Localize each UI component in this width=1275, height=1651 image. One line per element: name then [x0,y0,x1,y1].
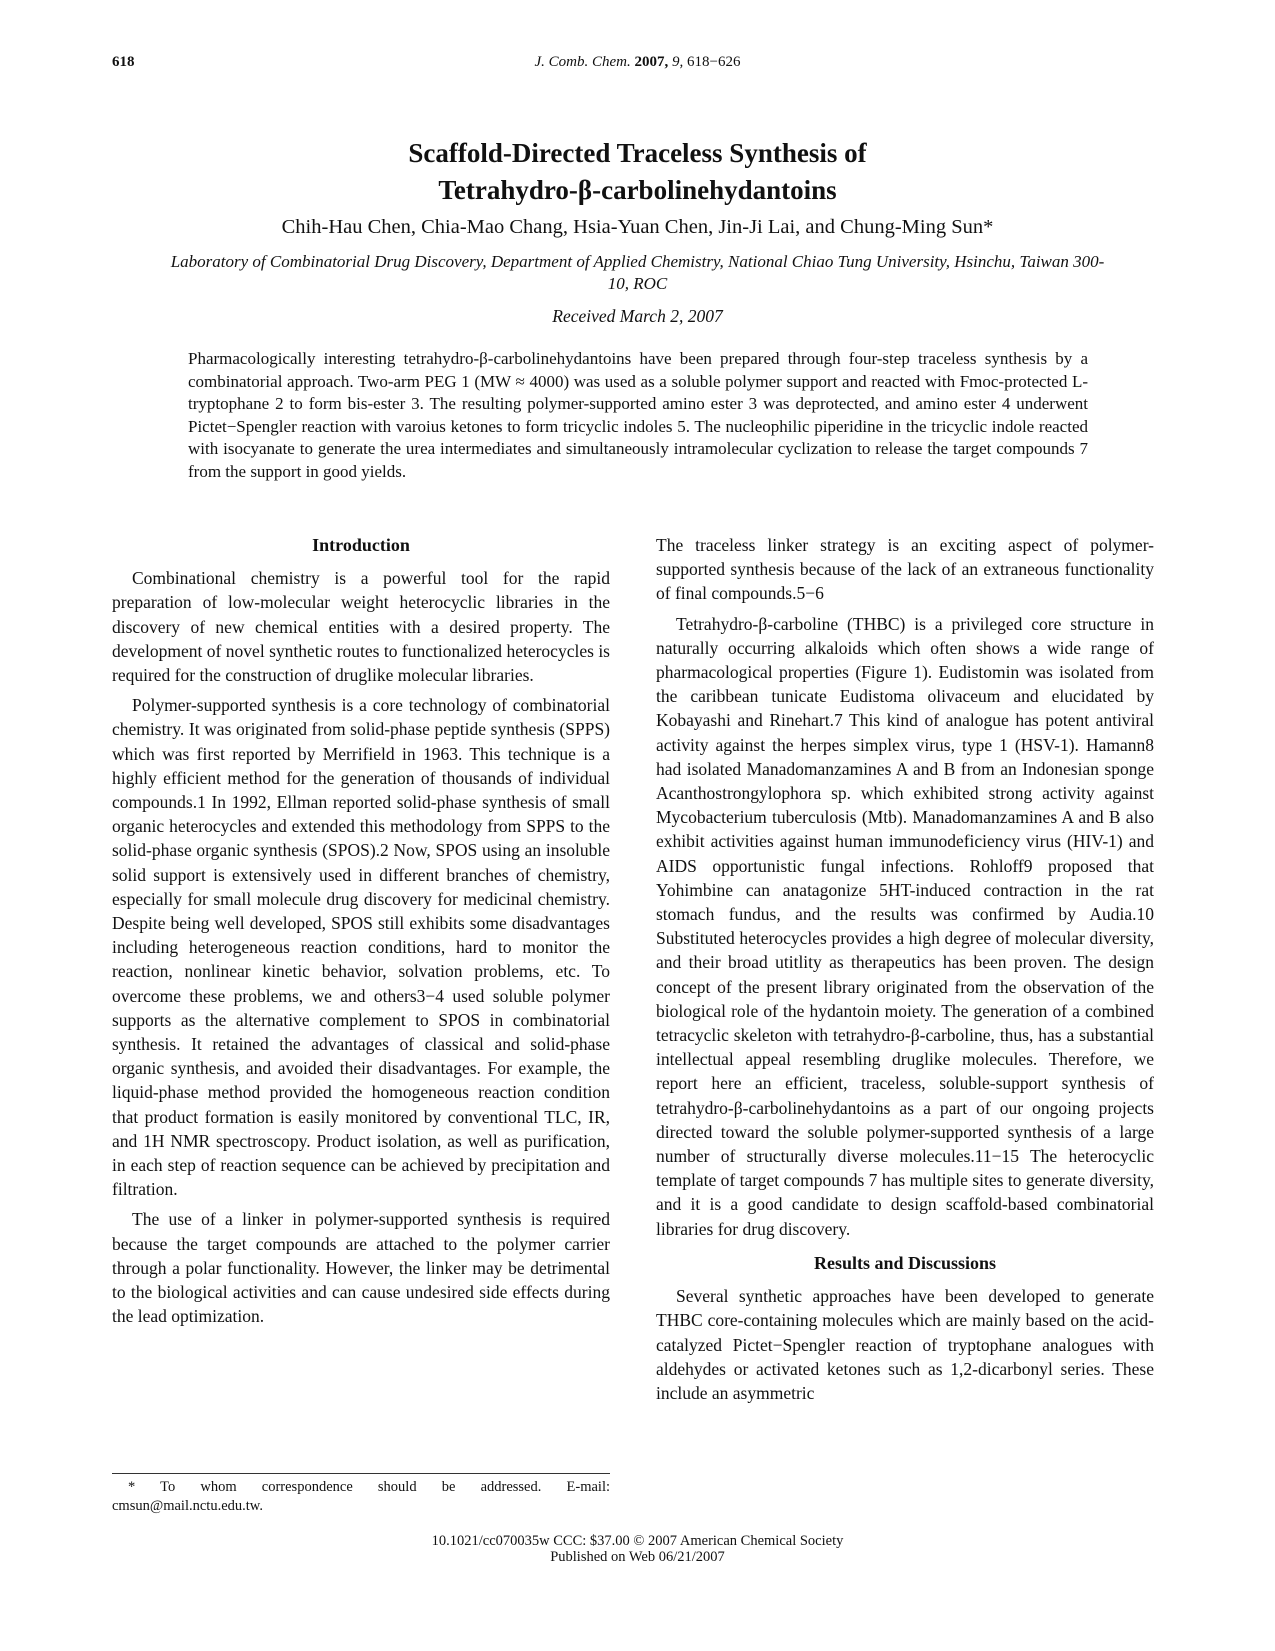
paragraph: Combinational chemistry is a powerful tool for the rapid preparation of low-molecular weight heterocyclic libraries in the discovery of new chemical entities with a desired property. The development of novel synthetic routes to functionalized heterocycles is required for the construction of druglike molecular libraries. [112,568,610,686]
received-date: Received March 2, 2007 [552,306,723,326]
page-footer [0,1533,1275,1565]
doi-copyright-line: 10.1021/cc070035w CCC: $37.00 © 2007 American Chemical Society [431,1533,844,1549]
paragraph: The traceless linker strategy is an exciting aspect of polymer-supported synthesis because of the lack of an extraneous functionality of final compounds.5−6 [656,535,1154,604]
journal-year: 2007, [634,54,669,70]
author-list: Chih-Hau Chen, Chia-Mao Chang, Hsia-Yuan Chen, Jin-Ji Lai, and Chung-Ming Sun* [281,216,994,238]
published-date: Published on Web 06/21/2007 [550,1549,725,1565]
page-number: 618 [112,54,135,70]
paragraph: Polymer-supported synthesis is a core technology of combinatorial chemistry. It was originated from solid-phase peptide synthesis (SPPS) which was first reported by Merrifield in 1963. This technique is a highly efficient method for the generation of thousands of individual compounds.1 In 1992, Ellman reported solid-phase synthesis of small organic heterocycles and extended this methodology from SPPS to the solid-phase organic synthesis (SPOS).2 Now, SPOS using an insoluble solid support is extensively used in different branches of chemistry, especially for small molecule drug discovery for medicinal chemistry. Despite being well developed, SPOS still exhibits some disadvantages including heterogeneous reaction conditions, hard to monitor the reaction, nonlinear kinetic behavior, solvation problems, etc. To overcome these problems, we and others3−4 used soluble polymer supports as the alternative complement to SPOS in combinatorial synthesis. It retained the advantages of classical and solid-phase organic synthesis, and avoided their disadvantages. For example, the liquid-phase method provided the homogeneous reaction condition that product formation is easily monitored by conventional TLC, IR, and 1H NMR spectroscopy. Product isolation, as well as purification, in each step of reaction sequence can be achieved by precipitation and filtration. [112,695,610,1200]
running-head [0,54,1275,71]
abstract: Pharmacologically interesting tetrahydro-β-carbolinehydantoins have been prepared through four-step traceless synthesis by a combinatorial approach. Two-arm PEG 1 (MW ≈ 4000) was used as a soluble polymer support and reacted with Fmoc-protected L-tryptophane 2 to form bis-ester 3. The resulting polymer-supported amino ester 3 was deprotected, and amino ester 4 underwent Pictet−Spengler reaction with varoius ketones to form tricyclic indoles 5. The nucleophilic piperidine in the tricyclic indole reacted with isocyanate to generate the urea intermediates and simultaneously intramolecular cyclization to release the target compounds 7 from the support in good yields. [188,349,1088,481]
journal-name: J. Comb. Chem. [534,54,631,70]
title-line-1: Scaffold-Directed Traceless Synthesis of [408,138,867,168]
correspondence-footnote: * To whom correspondence should be addressed. E-mail: cmsun@mail.nctu.edu.tw. [112,1479,610,1514]
affiliation: Laboratory of Combinatorial Drug Discovery, Department of Applied Chemistry, National Chiao Tung University, Hsinchu, Taiwan 300-10, ROC [170,252,1105,293]
left-column [112,533,610,1335]
footnote-divider [112,1473,610,1474]
section-heading-introduction: Introduction [312,535,410,555]
journal-pages: 618−626 [687,54,741,70]
right-column [656,533,1154,1411]
title-line-2: Tetrahydro-β-carbolinehydantoins [438,175,837,205]
article-title [180,135,1095,209]
paragraph: Several synthetic approaches have been developed to generate THBC core-containing molecules which are mainly based on the acid-catalyzed Pictet−Spengler reaction of tryptophane analogues with aldehydes or activated ketones such as 1,2-dicarbonyl series. These include an asymmetric [656,1286,1154,1403]
journal-volume: 9, [672,54,684,70]
section-heading-results: Results and Discussions [813,1252,997,1273]
paragraph: Tetrahydro-β-carboline (THBC) is a privileged core structure in naturally occurring alkaloids which often shows a wide range of pharmacological properties (Figure 1). Eudistomin was isolated from the caribbean tunicate Eudistoma olivaceum and elucidated by Kobayashi and Rinehart.7 This kind of analogue has potent antiviral activity against the herpes simplex virus, type 1 (HSV-1). Hamann8 had isolated Manadomanzamines A and B from an Indonesian sponge Acanthostrongylophora sp. which exhibited strong activity against Mycobacterium tuberculosis (Mtb). Manadomanzamines A and B also exhibit activities against human immunodeficiency virus (HIV-1) and AIDS opportunistic fungal infections. Rohloff9 proposed that Yohimbine can anatagonize 5HT-induced contraction in the rat stomach fundus, and the results was confirmed by Audia.10 Substituted heterocycles provides a high degree of molecular diversity, and their broad utitlity as therapeutics has been proven. The design concept of the present library originated from the observation of the biological role of the hydantoin moiety. The generation of a combined tetracyclic skeleton with tetrahydro-β-carboline, thus, has a substantial intellectual appeal resembling druglike molecules. Therefore, we report here an efficient, traceless, soluble-support synthesis of tetrahydro-β-carbolinehydantoins as a part of our ongoing projects directed toward the soluble polymer-supported synthesis of a large number of structurally diverse molecules.11−15 The heterocyclic template of target compounds 7 has multiple sites to generate diversity, and it is a good candidate to design scaffold-based combinatorial libraries for drug discovery. [656,613,1154,1239]
paragraph: The use of a linker in polymer-supported synthesis is required because the target compounds are attached to the polymer carrier through a polar functionality. However, the linker may be detrimental to the biological activities and can cause undesired side effects during the lead optimization. [112,1209,610,1327]
